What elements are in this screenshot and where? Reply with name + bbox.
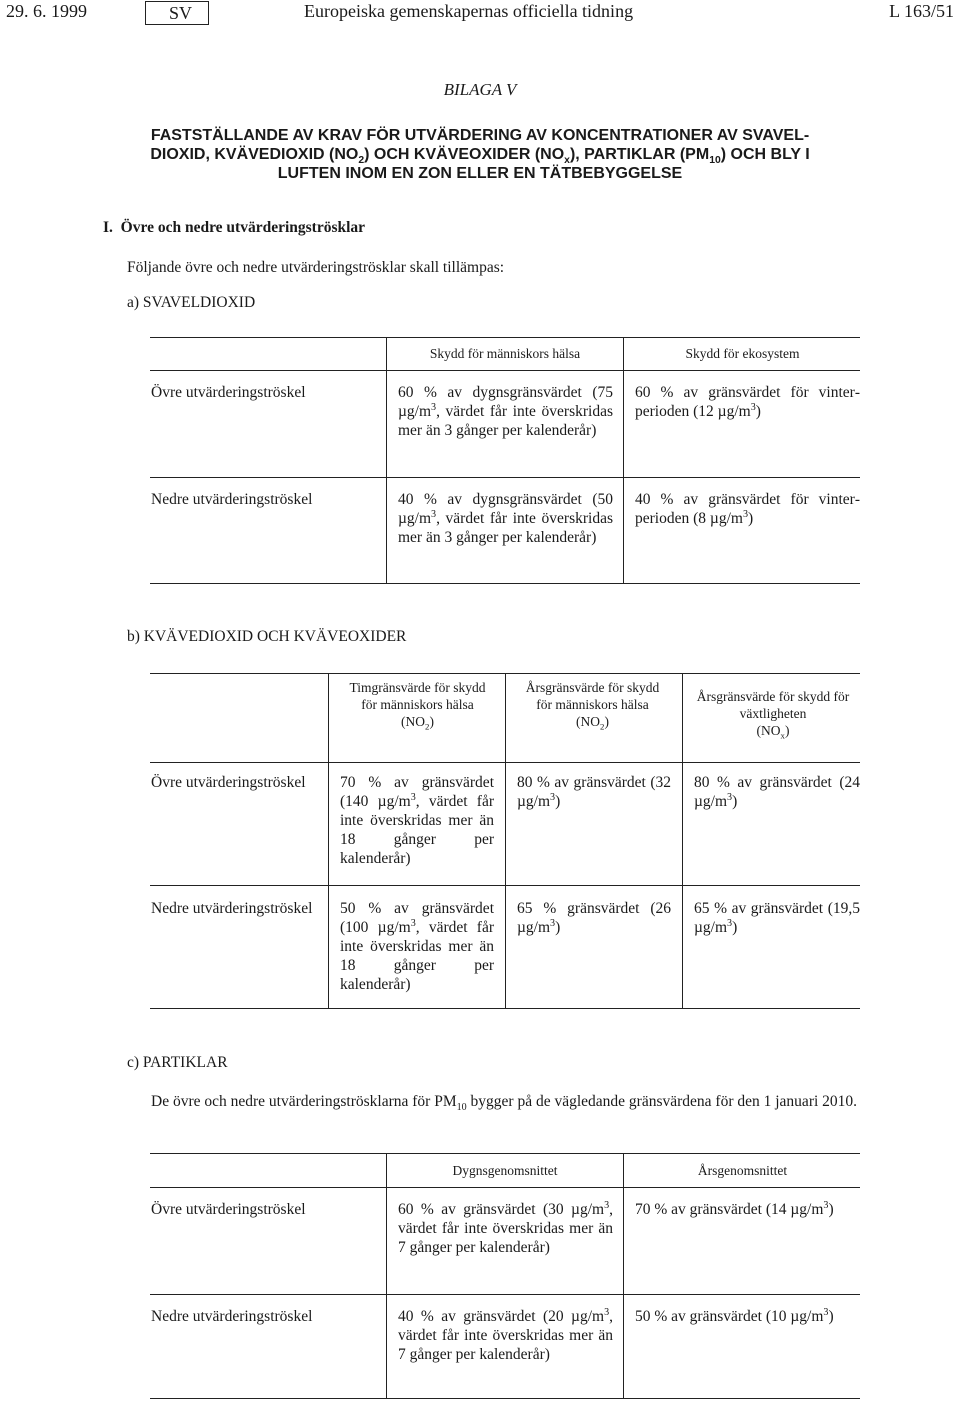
column-header-annual-health: Årsgränsvärde för skydd för människors hälsa $(NO_2)$	[525, 680, 660, 732]
table-cell: 65 % av gränsvärdet (19,5 $\mu g/m^3$)	[694, 900, 860, 936]
subsection-a-title: a) SVAVELDIOXID	[127, 294, 256, 311]
subsection-c-intro: De övre och nedre utvärderingströsklarna för $PM_{10}$ bygger på de vägledande gränsvärdena för den 1 januari 2010.	[151, 1093, 858, 1114]
header-date: 29. 6. 1999	[6, 1, 87, 21]
table-cell: 80 % av gränsvärdet (32 $\mu g/m^3$)	[517, 774, 671, 810]
section-heading: I. Övre och nedre utvärderingströsklar	[103, 219, 366, 236]
column-header-daily-average: Dygnsgenomsnittet	[452, 1163, 558, 1178]
annex-label: BILAGA V	[443, 80, 517, 99]
table-cell: 70 % av gränsvärdet (140 $\mu g/m^3$, värdet får inte överskridas mer än 18 gånger per kalenderår)	[340, 774, 494, 867]
row-label-upper: Övre utvärderingströskel	[151, 1201, 306, 1218]
row-label-upper: Övre utvärderingströskel	[151, 774, 306, 791]
column-header-annual-vegetation: Årsgränsvärde för skydd för växtligheten $(NO_x)$	[696, 689, 850, 741]
table-cell: 80 % av gränsvärdet (24 $\mu g/m^3$)	[694, 774, 860, 810]
table-cell: 65 % gränsvärdet (26 $\mu g/m^3$)	[517, 900, 671, 936]
table-cell: 60 % av gränsvärdet för vinterperioden (12 $\mu g/m^3$)	[635, 384, 860, 420]
table-cell: 50 % av gränsvärdet (100 $\mu g/m^3$, värdet får inte överskridas mer än 18 gånger per kalenderår)	[340, 900, 494, 993]
section-intro: Följande övre och nedre utvärderingströsklar skall tillämpas:	[127, 259, 505, 276]
row-label-upper: Övre utvärderingströskel	[151, 384, 306, 401]
column-header-annual-average: Årsgenomsnittet	[697, 1163, 788, 1178]
annex-title	[60, 126, 900, 183]
column-header-ecosystem: Skydd för ekosystem	[685, 346, 800, 361]
column-header-health: Skydd för människors hälsa	[429, 346, 581, 361]
annex-title-line-3: LUFTEN INOM EN ZON ELLER EN TÄTBEBYGGELSE	[277, 165, 683, 182]
row-label-lower: Nedre utvärderingströskel	[151, 491, 313, 508]
language-code: SV	[145, 1, 209, 25]
annex-title-line-1: FASTSTÄLLANDE AV KRAV FÖR UTVÄRDERING AV KONCENTRATIONER AV SVAVEL-	[150, 127, 810, 144]
annex-title-line-2: DIOXID, KVÄVEDIOXID $(NO_2)$ OCH KVÄVEOXIDER $(NO_x)$, PARTIKLAR $(PM_{10})$ OCH BLY I	[150, 146, 810, 167]
table-cell: 50 % av gränsvärdet (10 $\mu g/m^3$)	[635, 1306, 834, 1325]
table-cell: 60 % av gränsvärdet (30 $\mu g/m^3$, värdet får inte överskridas mer än 7 gånger per kalenderår)	[398, 1199, 613, 1256]
subsection-b-title: b) KVÄVEDIOXID OCH KVÄVEOXIDER	[127, 628, 407, 645]
row-label-lower: Nedre utvärderingströskel	[151, 900, 313, 917]
subsection-c-title: c) PARTIKLAR	[127, 1054, 228, 1071]
column-header-hourly-health: Timgränsvärde för skydd för människors hälsa $(NO_2)$	[349, 680, 486, 732]
journal-title: Europeiska gemenskapernas officiella tidning	[304, 1, 634, 21]
page-reference: L 163/51	[889, 1, 954, 21]
table-cell: 70 % av gränsvärdet (14 $\mu g/m^3$)	[635, 1199, 834, 1218]
row-label-lower: Nedre utvärderingströskel	[151, 1308, 313, 1325]
table-cell: 40 % av dygnsgränsvärdet (50 $\mu g/m^3$, värdet får inte överskridas mer än 3 gånger per kalenderår)	[398, 491, 613, 546]
table-cell: 40 % av gränsvärdet (20 $\mu g/m^3$, värdet får inte överskridas mer än 7 gånger per kalenderår)	[398, 1306, 613, 1363]
table-cell: 60 % av dygnsgränsvärdet (75 $\mu g/m^3$, värdet får inte överskridas mer än 3 gånger per kalenderår)	[398, 384, 613, 439]
table-cell: 40 % av gränsvärdet för vinterperioden (8 $\mu g/m^3$)	[635, 491, 860, 527]
